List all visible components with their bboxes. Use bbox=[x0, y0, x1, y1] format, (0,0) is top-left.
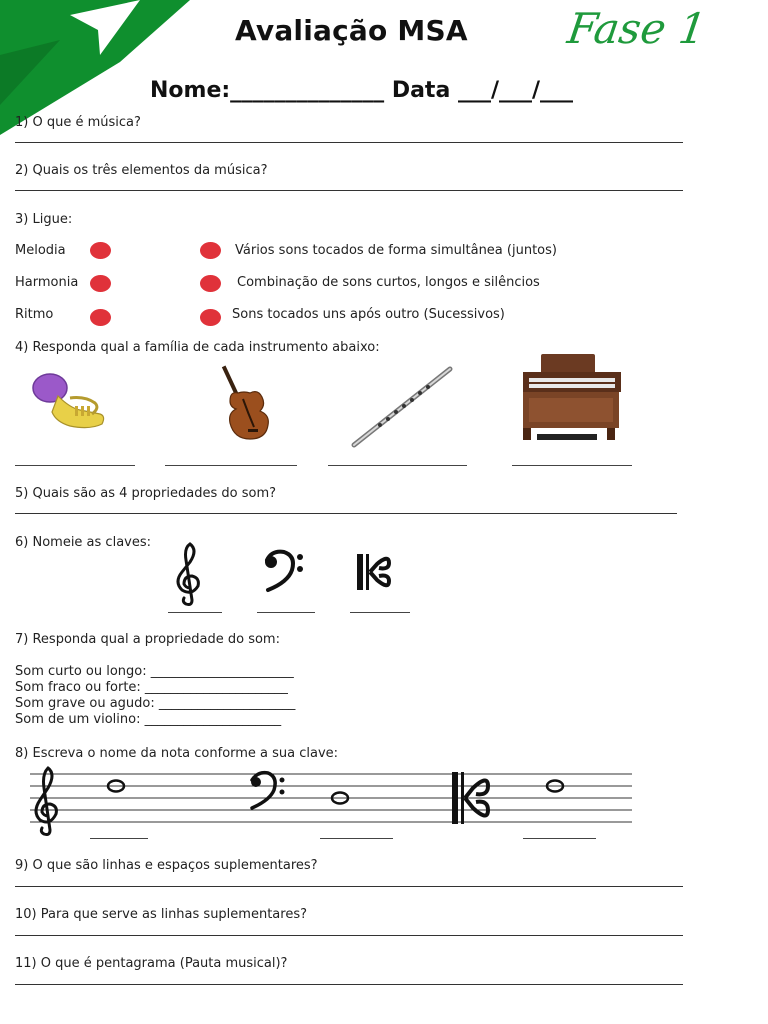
question-8: 8) Escreva o nome da nota conforme a sua clave: bbox=[15, 746, 339, 761]
answer-line[interactable] bbox=[15, 465, 135, 466]
treble-clef-icon bbox=[36, 768, 56, 835]
match-dot-right[interactable] bbox=[200, 242, 221, 259]
match-right-item: Combinação de sons curtos, longos e silêncios bbox=[237, 275, 540, 290]
answer-line[interactable] bbox=[320, 838, 393, 839]
match-dot-right[interactable] bbox=[200, 275, 221, 292]
match-left-item: Melodia bbox=[15, 243, 66, 258]
match-left-item: Ritmo bbox=[15, 307, 54, 322]
answer-line[interactable] bbox=[15, 142, 683, 143]
match-right-item: Sons tocados uns após outro (Sucessivos) bbox=[232, 307, 505, 322]
question-5: 5) Quais são as 4 propriedades do som? bbox=[15, 486, 277, 501]
answer-line[interactable] bbox=[15, 886, 683, 887]
treble-clef-icon bbox=[168, 540, 208, 606]
answer-line[interactable] bbox=[15, 935, 683, 936]
match-dot-left[interactable] bbox=[90, 242, 111, 259]
sound-property-item[interactable]: Som grave ou agudo: _____________________ bbox=[15, 696, 296, 711]
answer-line[interactable] bbox=[350, 612, 410, 613]
match-dot-left[interactable] bbox=[90, 275, 111, 292]
answer-line[interactable] bbox=[15, 513, 677, 514]
answer-line[interactable] bbox=[257, 612, 315, 613]
answer-line[interactable] bbox=[328, 465, 467, 466]
sound-property-item[interactable]: Som de um violino: _____________________ bbox=[15, 712, 282, 727]
match-right-item: Vários sons tocados de forma simultânea (juntos) bbox=[235, 243, 557, 258]
phase-label: Fase 1 bbox=[564, 4, 710, 53]
flute-icon bbox=[350, 365, 454, 449]
question-4: 4) Responda qual a família de cada instrumento abaixo: bbox=[15, 340, 380, 355]
question-10: 10) Para que serve as linhas suplementares? bbox=[15, 907, 307, 922]
question-7: 7) Responda qual a propriedade do som: bbox=[15, 632, 280, 647]
bass-clef-icon bbox=[251, 773, 285, 808]
alto-clef-icon bbox=[355, 552, 393, 592]
question-6: 6) Nomeie as claves: bbox=[15, 535, 151, 550]
answer-line[interactable] bbox=[15, 984, 683, 985]
answer-line[interactable] bbox=[90, 838, 148, 839]
sound-property-item[interactable]: Som curto ou longo: ______________________ bbox=[15, 664, 294, 679]
answer-line[interactable] bbox=[168, 612, 222, 613]
match-dot-left[interactable] bbox=[90, 309, 111, 326]
answer-line[interactable] bbox=[15, 190, 683, 191]
question-9: 9) O que são linhas e espaços suplementares? bbox=[15, 858, 318, 873]
question-3: 3) Ligue: bbox=[15, 212, 73, 227]
bass-clef-icon bbox=[262, 548, 306, 594]
match-dot-right[interactable] bbox=[200, 309, 221, 326]
answer-line[interactable] bbox=[165, 465, 297, 466]
match-left-item: Harmonia bbox=[15, 275, 79, 290]
organ-icon bbox=[515, 352, 627, 444]
answer-line[interactable] bbox=[512, 465, 632, 466]
tuba-icon bbox=[30, 368, 110, 434]
question-11: 11) O que é pentagrama (Pauta musical)? bbox=[15, 956, 288, 971]
page-title: Avaliação MSA bbox=[235, 14, 468, 47]
answer-line[interactable] bbox=[523, 838, 596, 839]
violin-icon bbox=[218, 363, 274, 443]
sound-property-item[interactable]: Som fraco ou forte: ______________________ bbox=[15, 680, 288, 695]
question-1: 1) O que é música? bbox=[15, 115, 141, 130]
name-date-line: Nome:______________ Data ___/___/___ bbox=[150, 78, 574, 103]
music-staff bbox=[30, 766, 636, 838]
question-2: 2) Quais os três elementos da música? bbox=[15, 163, 268, 178]
